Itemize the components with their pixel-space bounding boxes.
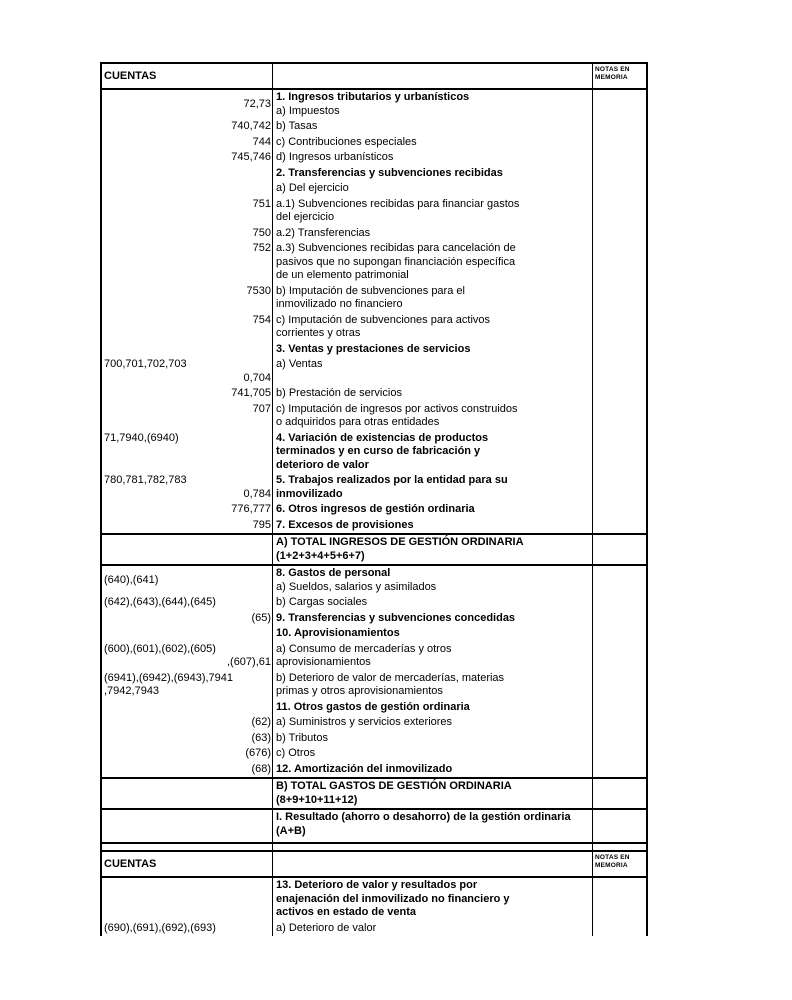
account-code: 795	[252, 518, 271, 531]
table-row	[102, 313, 646, 342]
account-codes-cell	[102, 611, 273, 627]
notas-cell	[593, 878, 646, 921]
description-cell	[273, 731, 593, 747]
section-heading: 2. Transferencias y subvenciones recibidas	[276, 166, 503, 179]
notas-cell	[593, 342, 646, 358]
description-cell	[273, 284, 593, 313]
line-item-label: a) Deterioro de valor	[276, 921, 377, 934]
notas-cell	[593, 135, 646, 151]
table-row	[102, 181, 646, 197]
section-heading: 4. Variación de existencias de productos	[276, 431, 489, 444]
account-codes-cell	[102, 535, 273, 564]
table-row	[102, 119, 646, 135]
section-heading: deterioro de valor	[276, 458, 369, 471]
section-heading: 13. Deterioro de valor y resultados por	[276, 879, 478, 891]
notas-cell	[593, 284, 646, 313]
table-row	[102, 386, 646, 402]
description-cell	[273, 921, 593, 937]
account-code: (690),(691),(692),(693)	[104, 921, 216, 934]
table-row	[102, 921, 646, 937]
notas-cell	[593, 518, 646, 534]
account-codes-cell	[102, 762, 273, 778]
section-heading: 3. Ventas y prestaciones de servicios	[276, 342, 471, 355]
account-codes-cell	[102, 671, 273, 700]
notas-cell	[593, 595, 646, 611]
account-codes-cell	[102, 473, 273, 502]
spacer-cell	[593, 844, 646, 850]
line-item-label: primas y otros aprovisionamientos	[276, 685, 443, 697]
account-codes-cell	[102, 502, 273, 518]
notas-cell	[593, 90, 646, 119]
total-label: B) TOTAL GASTOS DE GESTIÓN ORDINARIA (8+9+10+11+12)	[276, 780, 512, 806]
total-label-cell	[273, 810, 593, 842]
account-code: (63)	[251, 731, 271, 744]
notas-cell	[593, 473, 646, 502]
description-cell	[273, 402, 593, 431]
account-codes-cell	[102, 386, 273, 402]
account-code: 750	[252, 226, 271, 239]
account-code: 0,704	[243, 371, 271, 384]
notas-cell	[593, 731, 646, 747]
account-code: (68)	[251, 762, 271, 775]
description-cell	[273, 595, 593, 611]
line-item-label: del ejercicio	[276, 211, 335, 223]
header-description-cell	[273, 64, 593, 88]
description-cell	[273, 762, 593, 778]
table-row	[102, 700, 646, 716]
total-label-cell	[273, 535, 593, 564]
description-cell	[273, 878, 593, 921]
description-cell	[273, 119, 593, 135]
line-item-label: a.1) Subvenciones recibidas para financiar gastos	[276, 197, 520, 210]
notas-cell	[593, 313, 646, 342]
description-cell	[273, 715, 593, 731]
section-heading: 11. Otros gastos de gestión ordinaria	[276, 700, 470, 713]
header-cuentas-cell	[102, 64, 273, 88]
total-row	[102, 533, 646, 566]
account-codes-cell	[102, 810, 273, 842]
total-label-cell	[273, 779, 593, 808]
account-codes-cell	[102, 779, 273, 808]
spacer-row	[102, 844, 646, 852]
table-row	[102, 357, 646, 386]
line-item-label: d) Ingresos urbanísticos	[276, 151, 394, 163]
table-row	[102, 226, 646, 242]
line-item-label: a) Sueldos, salarios y asimilados	[276, 580, 437, 593]
notas-cell	[593, 671, 646, 700]
account-codes-cell	[102, 626, 273, 642]
notas-cell	[593, 402, 646, 431]
description-cell	[273, 611, 593, 627]
account-codes-cell	[102, 431, 273, 474]
account-code: ,(607),61	[226, 656, 271, 668]
header-notas-label: NOTAS EN MEMORIA	[595, 854, 630, 869]
section-heading: inmovilizado	[276, 487, 343, 500]
line-item-label: a.2) Transferencias	[276, 226, 371, 239]
line-item-label: a) Del ejercicio	[276, 182, 349, 194]
account-codes-cell	[102, 166, 273, 182]
notas-cell	[593, 197, 646, 226]
table-row	[102, 241, 646, 284]
notas-cell	[593, 357, 646, 386]
notas-cell	[593, 119, 646, 135]
account-codes-cell	[102, 878, 273, 921]
account-code: 740,742	[231, 120, 271, 132]
account-codes-cell	[102, 342, 273, 358]
account-code: 700,701,702,703	[104, 358, 187, 370]
table-row	[102, 642, 646, 671]
section-heading: terminados y en curso de fabricación y	[276, 445, 481, 457]
table-row	[102, 166, 646, 182]
account-codes-cell	[102, 181, 273, 197]
account-codes-cell	[102, 313, 273, 342]
account-codes-cell	[102, 119, 273, 135]
description-cell	[273, 671, 593, 700]
description-cell	[273, 313, 593, 342]
section-heading: 10. Aprovisionamientos	[276, 627, 400, 639]
notas-cell	[593, 226, 646, 242]
description-cell	[273, 700, 593, 716]
section-heading: 12. Amortización del inmovilizado	[276, 762, 453, 775]
table-row	[102, 731, 646, 747]
notas-cell	[593, 642, 646, 671]
table-row	[102, 90, 646, 119]
table-row	[102, 611, 646, 627]
header-cuentas-cell	[102, 852, 273, 876]
line-item-label: inmovilizado no financiero	[276, 298, 403, 310]
total-label: (1+2+3+4+5+6+7)	[276, 549, 365, 562]
line-item-label: o adquiridos para otras entidades	[276, 416, 440, 428]
section-heading: 6. Otros ingresos de gestión ordinaria	[276, 503, 475, 515]
description-cell	[273, 473, 593, 502]
notas-cell	[593, 611, 646, 627]
account-code: (65)	[251, 611, 271, 624]
notas-cell	[593, 535, 646, 564]
description-cell	[273, 746, 593, 762]
description-cell	[273, 166, 593, 182]
table-row	[102, 473, 646, 502]
section-heading: 5. Trabajos realizados por la entidad para su	[276, 474, 508, 486]
line-item-label: a) Suministros y servicios exteriores	[276, 716, 453, 728]
notas-cell	[593, 921, 646, 937]
table-row	[102, 197, 646, 226]
total-row	[102, 777, 646, 810]
table-row	[102, 762, 646, 778]
financial-statement-table	[100, 62, 648, 936]
notas-cell	[593, 502, 646, 518]
notas-cell	[593, 166, 646, 182]
account-code: ,7942,7943	[104, 685, 160, 697]
account-code: 707	[252, 402, 271, 415]
section-heading: 1. Ingresos tributarios y urbanísticos	[276, 91, 470, 103]
description-cell	[273, 518, 593, 534]
account-code: (676)	[245, 747, 271, 759]
description-cell	[273, 566, 593, 595]
table-row	[102, 715, 646, 731]
table-row	[102, 431, 646, 474]
table-row	[102, 518, 646, 534]
table-row	[102, 566, 646, 595]
description-cell	[273, 241, 593, 284]
table-row	[102, 626, 646, 642]
line-item-label: b) Deterioro de valor de mercaderías, materias	[276, 671, 505, 684]
table-row	[102, 746, 646, 762]
notas-cell	[593, 150, 646, 166]
notas-cell	[593, 779, 646, 808]
account-code: 0,784	[243, 487, 271, 500]
header-cuentas-label: CUENTAS	[104, 70, 157, 82]
line-item-label: a) Ventas	[276, 358, 323, 370]
account-code: (6941),(6942),(6943),7941	[104, 671, 234, 684]
line-item-label: b) Prestación de servicios	[276, 387, 402, 399]
account-code: 751	[252, 197, 271, 210]
table-row	[102, 878, 646, 921]
notas-cell	[593, 566, 646, 595]
section-heading: 8. Gastos de personal	[276, 567, 391, 579]
account-codes-cell	[102, 90, 273, 119]
account-code: 745,746	[231, 151, 271, 163]
total-label: A) TOTAL INGRESOS DE GESTIÓN ORDINARIA	[276, 536, 524, 548]
line-item-label: a) Impuestos	[276, 104, 340, 117]
table-row	[102, 671, 646, 700]
notas-cell	[593, 241, 646, 284]
account-codes-cell	[102, 715, 273, 731]
line-item-label: corrientes y otras	[276, 327, 361, 339]
notas-cell	[593, 431, 646, 474]
description-cell	[273, 90, 593, 119]
account-code: 71,7940,(6940)	[104, 431, 179, 444]
line-item-label: c) Otros	[276, 747, 316, 759]
account-code: 776,777	[231, 503, 271, 515]
spacer-cell	[102, 844, 273, 850]
table-row	[102, 402, 646, 431]
account-codes-cell	[102, 518, 273, 534]
account-codes-cell	[102, 150, 273, 166]
section-heading: 9. Transferencias y subvenciones concedidas	[276, 611, 516, 624]
description-cell	[273, 642, 593, 671]
notas-cell	[593, 181, 646, 197]
account-codes-cell	[102, 921, 273, 937]
total-row	[102, 810, 646, 844]
notas-cell	[593, 626, 646, 642]
line-item-label: b) Tasas	[276, 120, 318, 132]
account-codes-cell	[102, 135, 273, 151]
notas-cell	[593, 386, 646, 402]
description-cell	[273, 197, 593, 226]
description-cell	[273, 135, 593, 151]
description-cell	[273, 502, 593, 518]
account-code: 72,73	[243, 97, 271, 110]
section-heading: 7. Excesos de provisiones	[276, 518, 414, 531]
total-label: I. Resultado (ahorro o desahorro) de la gestión ordinaria	[276, 811, 571, 823]
notas-cell	[593, 762, 646, 778]
line-item-label: c) Imputación de ingresos por activos construidos	[276, 402, 518, 415]
table-row	[102, 135, 646, 151]
line-item-label: c) Imputación de subvenciones para activos	[276, 313, 491, 326]
line-item-label: a) Consumo de mercaderías y otros	[276, 642, 452, 655]
table-row	[102, 502, 646, 518]
line-item-label: b) Imputación de subvenciones para el	[276, 284, 465, 297]
account-codes-cell	[102, 197, 273, 226]
account-codes-cell	[102, 566, 273, 595]
section-heading: activos en estado de venta	[276, 906, 416, 918]
account-code: 744	[252, 135, 271, 148]
description-cell	[273, 626, 593, 642]
notas-cell	[593, 746, 646, 762]
section-heading: enajenación del inmovilizado no financiero y	[276, 892, 510, 905]
account-codes-cell	[102, 746, 273, 762]
account-code: 780,781,782,783	[104, 474, 187, 486]
account-codes-cell	[102, 731, 273, 747]
account-code: (642),(643),(644),(645)	[104, 596, 216, 608]
account-codes-cell	[102, 595, 273, 611]
description-cell	[273, 150, 593, 166]
account-codes-cell	[102, 284, 273, 313]
table-row	[102, 595, 646, 611]
account-codes-cell	[102, 357, 273, 386]
line-item-label: c) Contribuciones especiales	[276, 135, 417, 148]
table-row	[102, 342, 646, 358]
account-code: (640),(641)	[104, 573, 159, 586]
total-label: (A+B)	[276, 824, 306, 837]
header-description-cell	[273, 852, 593, 876]
account-codes-cell	[102, 700, 273, 716]
account-codes-cell	[102, 241, 273, 284]
description-cell	[273, 226, 593, 242]
notas-cell	[593, 715, 646, 731]
description-cell	[273, 342, 593, 358]
table-row	[102, 284, 646, 313]
account-codes-cell	[102, 642, 273, 671]
table-row	[102, 150, 646, 166]
notas-cell	[593, 810, 646, 842]
account-codes-cell	[102, 226, 273, 242]
account-code: 741,705	[231, 387, 271, 399]
line-item-label: b) Tributos	[276, 731, 328, 744]
account-code: 752	[252, 242, 271, 254]
table-header-row	[102, 64, 646, 90]
account-code: 7530	[246, 284, 271, 297]
account-code: (600),(601),(602),(605)	[104, 642, 216, 655]
account-code: 754	[252, 313, 271, 326]
line-item-label: a.3) Subvenciones recibidas para cancelación de	[276, 242, 516, 254]
account-codes-cell	[102, 402, 273, 431]
spacer-cell	[273, 844, 593, 850]
line-item-label: b) Cargas sociales	[276, 596, 368, 608]
table-header-row	[102, 852, 646, 878]
account-code: (62)	[251, 716, 271, 728]
description-cell	[273, 431, 593, 474]
description-cell	[273, 386, 593, 402]
header-notas-label: NOTAS EN MEMORIA	[595, 66, 630, 81]
line-item-label: de un elemento patrimonial	[276, 269, 409, 281]
line-item-label: pasivos que no supongan financiación específica	[276, 255, 516, 268]
line-item-label: aprovisionamientos	[276, 656, 371, 668]
description-cell	[273, 181, 593, 197]
notas-cell	[593, 700, 646, 716]
header-cuentas-label: CUENTAS	[104, 858, 157, 870]
description-cell	[273, 357, 593, 386]
